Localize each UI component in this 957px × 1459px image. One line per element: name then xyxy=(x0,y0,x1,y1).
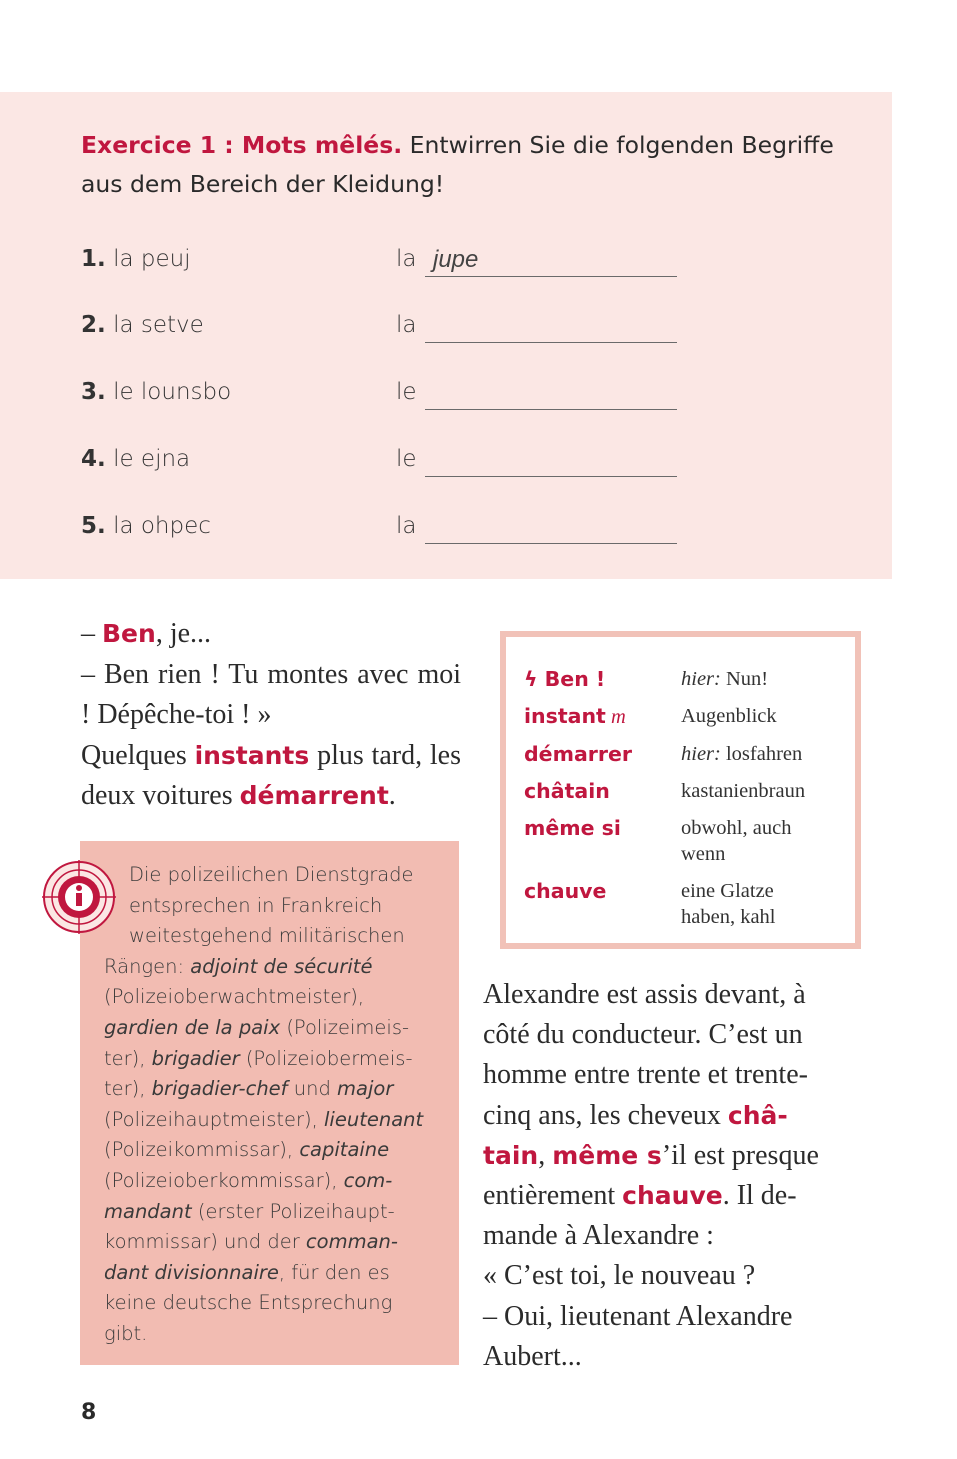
article: la xyxy=(396,246,417,272)
vocab-definition-cont: haben, kahl xyxy=(681,906,776,928)
vocab-term: instant xyxy=(524,704,606,728)
info-line: dant divisionnaire, für den es xyxy=(104,1260,390,1284)
story-line: cinq ans, les cheveux châ- xyxy=(483,1099,788,1131)
info-line: Rängen: adjoint de sécurité xyxy=(104,954,373,978)
vocab-definition: Nun! xyxy=(720,668,769,690)
exercise-item xyxy=(81,513,701,553)
story-line: entièrement chauve. Il de- xyxy=(483,1180,797,1212)
story-line: Quelques instants plus tard, les deux voitures démarrent. xyxy=(81,739,461,811)
scrambled-word: la setve xyxy=(113,312,204,338)
answer-line[interactable] xyxy=(425,543,677,544)
answer-text: jupe xyxy=(433,246,479,273)
item-number: 5. xyxy=(81,513,106,539)
vocab-highlight: démarrent xyxy=(239,781,389,810)
story-line: – Ben rien ! Tu montes avec moi ! Dépêche-toi ! » xyxy=(81,658,461,730)
info-line: (Polizeioberkommissar), com- xyxy=(104,1168,393,1192)
vocab-definition: losfahren xyxy=(720,743,803,765)
story-line: côté du conducteur. C’est un xyxy=(483,1019,803,1051)
info-line: ter), brigadier (Polizeiobermeis- xyxy=(104,1046,413,1070)
scrambled-word: la ohpec xyxy=(113,513,211,539)
exercise-item xyxy=(81,312,701,352)
vocab-highlight: châ- xyxy=(727,1100,788,1130)
vocab-definition: Augenblick xyxy=(681,705,777,727)
vocab-term: démarrer xyxy=(524,742,633,766)
story-line: mande à Alexandre : xyxy=(483,1220,714,1252)
info-line: ter), brigadier-chef und major xyxy=(104,1077,394,1101)
scrambled-word: le ejna xyxy=(113,446,191,472)
answer-line[interactable] xyxy=(425,342,677,343)
story-right xyxy=(483,975,858,1377)
vocab-term: même si xyxy=(524,816,621,840)
story-line: tain, même s’il est presque xyxy=(483,1139,819,1171)
item-number: 1. xyxy=(81,246,106,272)
exercise-item xyxy=(81,446,701,486)
article: la xyxy=(396,312,417,338)
info-line: keine deutsche Entsprechung xyxy=(104,1291,393,1315)
info-line: gibt. xyxy=(104,1321,148,1345)
item-number: 4. xyxy=(81,446,106,472)
info-line: kommissar) und der comman- xyxy=(104,1230,398,1254)
item-number: 2. xyxy=(81,312,106,338)
vocab-highlight: instants xyxy=(194,740,310,770)
exercise-item xyxy=(81,379,701,419)
item-number: 3. xyxy=(81,379,106,405)
vocab-definition: kastanienbraun xyxy=(681,780,806,802)
vocab-highlight: même s xyxy=(552,1140,662,1170)
info-line: gardien de la paix (Polizeimeis- xyxy=(104,1015,410,1039)
page-number: 8 xyxy=(81,1400,97,1425)
story-line: Aubert... xyxy=(483,1340,582,1372)
vocabulary-box: ϟ Ben ! hier: Nun! instant m Augenblick démarrer hier: losfahren châtain kastanienbraun même si obwohl, auch wenn chauve eine Glatze haben, kahl xyxy=(500,631,861,949)
exercise-instruction-2: aus dem Bereich der Kleidung! xyxy=(81,170,445,198)
info-line: mandant (erster Polizeihaupt- xyxy=(104,1199,395,1223)
info-line: weitestgehend militärischen xyxy=(129,924,405,948)
info-line: entsprechen in Frankreich xyxy=(129,893,383,917)
scrambled-word: la peuj xyxy=(113,246,191,272)
info-line: Die polizeilichen Dienstgrade xyxy=(129,863,414,886)
story-line: homme entre trente et trente- xyxy=(483,1059,808,1091)
vocab-definition: eine Glatze xyxy=(681,880,774,902)
story-left xyxy=(81,614,461,817)
scrambled-word: le lounsbo xyxy=(113,379,232,405)
story-line: – Oui, lieutenant Alexandre xyxy=(483,1300,793,1332)
vocab-term: châtain xyxy=(524,779,610,803)
gender-marker: m xyxy=(605,706,626,728)
article: le xyxy=(396,379,417,405)
info-line: (Polizeikommissar), capitaine xyxy=(104,1138,390,1162)
exercise-heading xyxy=(81,126,871,204)
exercise-title: Exercice 1 : Mots mêlés. xyxy=(81,131,403,159)
vocab-definition: obwohl, auch xyxy=(681,817,792,839)
story-line: « C’est toi, le nouveau ? xyxy=(483,1260,756,1292)
exercise-instruction: Entwirren Sie die folgenden Begriffe xyxy=(409,131,834,159)
vocab-highlight: tain xyxy=(483,1140,539,1170)
answer-line[interactable] xyxy=(425,409,677,410)
vocab-highlight: Ben xyxy=(102,619,156,648)
info-text xyxy=(104,860,439,1350)
info-line: (Polizeioberwachtmeister), xyxy=(104,985,365,1009)
story-line: – Ben, je... xyxy=(81,618,212,649)
story-line: Alexandre est assis devant, à xyxy=(483,979,806,1010)
answer-line[interactable] xyxy=(425,476,677,477)
vocab-term: chauve xyxy=(524,879,607,903)
exercise-item xyxy=(81,246,701,286)
article: le xyxy=(396,446,417,472)
vocab-definition-cont: wenn xyxy=(681,843,726,865)
answer-line[interactable] xyxy=(425,276,677,277)
vocab-term: ϟ Ben ! xyxy=(524,667,606,691)
info-line: (Polizeihauptmeister), lieutenant xyxy=(104,1107,424,1131)
article: la xyxy=(396,513,417,539)
vocab-highlight: chauve xyxy=(622,1181,723,1211)
